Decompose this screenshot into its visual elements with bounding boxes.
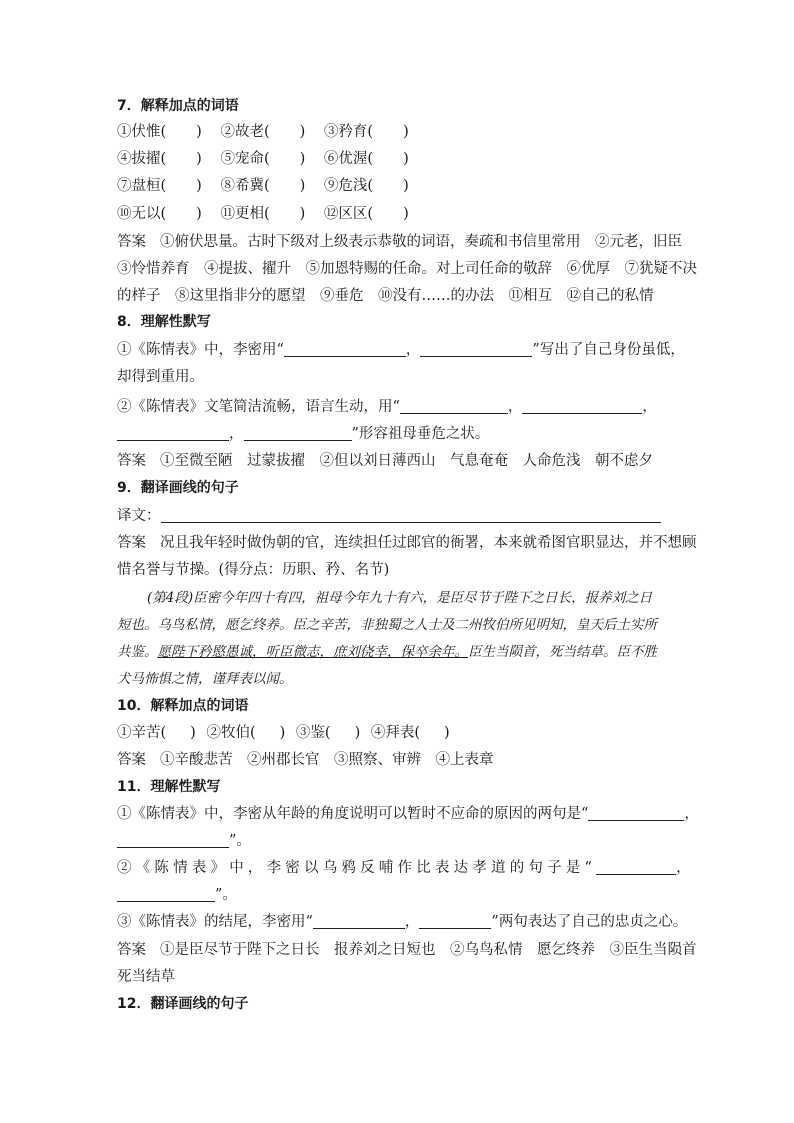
- q11-item-2-cont: ”。: [117, 885, 237, 905]
- q7-item: ⑫区区( ): [323, 206, 409, 222]
- q7-item: ⑦盘桓( ): [117, 178, 202, 194]
- fill-blank[interactable]: [419, 912, 491, 929]
- fill-blank[interactable]: [117, 831, 229, 848]
- question-11-title: 11．理解性默写: [117, 779, 221, 795]
- q7-item: ①伏惟( ): [117, 124, 202, 140]
- passage-line-2: 短也。乌鸟私情，愿乞终养。臣之辛苦，非独蜀之人士及二州牧伯所见明知，皇天后土实所: [117, 617, 657, 633]
- answer-label: 答案: [117, 535, 146, 551]
- fill-blank[interactable]: [588, 804, 684, 821]
- q7-item: ⑩无以( ): [117, 206, 202, 222]
- fill-blank[interactable]: [522, 397, 642, 414]
- q8-item-1-cont: 却得到重用。: [117, 369, 204, 385]
- q7-item: ⑧希冀( ): [220, 178, 306, 194]
- q7-item: ⑥优渥( ): [323, 151, 409, 167]
- answer-label: 答案: [117, 234, 146, 250]
- q9-answer-line-2: 惜名誉与节操。(得分点：历职、矜、名节): [117, 562, 390, 578]
- q11-item-3: ③《陈情表》的结尾，李密用“ ， ”两句表达了自己的忠贞之心。: [117, 914, 688, 930]
- q7-item: ③矜育( ): [323, 124, 409, 140]
- q7-answer-line-2: ③怜惜养育 ④提拔、擢升 ⑤加恩特赐的任命。对上司任命的敬辞 ⑥优厚 ⑦犹疑不决: [117, 261, 697, 277]
- question-8-title: 8．理解性默写: [117, 314, 211, 330]
- fill-blank[interactable]: [400, 397, 508, 414]
- answer-label: 答案: [117, 752, 146, 768]
- q11-item-1: ①《陈情表》中，李密从年龄的角度说明可以暂时不应命的原因的两句是“ ，: [117, 806, 699, 822]
- fill-blank[interactable]: [244, 424, 352, 441]
- underlined-sentence: 愿陛下矜愍愚诚，听臣微志，庶刘侥幸，保卒余年。: [157, 644, 468, 660]
- question-9-title: 9．翻译画线的句子: [117, 480, 239, 496]
- q11-item-2: ②《陈情表》中，李密以乌鸦反哺作比表达孝道的句子是“ ，: [117, 860, 695, 876]
- passage-line-3: 共鉴。愿陛下矜愍愚诚，听臣微志，庶刘侥幸，保卒余年。臣生当陨首，死当结草。臣不胜: [117, 644, 657, 660]
- q8-item-2-cont: ， ”形容祖母垂危之状。: [117, 424, 489, 444]
- q10-items: ①辛苦( ) ②牧伯( ) ③鉴( ) ④拜表( ): [117, 725, 450, 741]
- fill-blank[interactable]: [313, 912, 405, 929]
- answer-label: 答案: [117, 942, 146, 958]
- q8-answer: 答案 ①至微至陋 过蒙拔擢 ②但以刘日薄西山 气息奄奄 人命危浅 朝不虑夕: [117, 453, 653, 469]
- q11-answer-line-1: 答案 ①是臣尽节于陛下之日长 报养刘之日短也 ②乌鸟私情 愿乞终养 ③臣生当陨首: [117, 942, 697, 958]
- fill-blank[interactable]: [596, 858, 676, 875]
- fill-blank[interactable]: [117, 424, 229, 441]
- q7-answer-line-1: 答案 ①俯伏思量。古时下级对上级表示恭敬的词语，奏疏和书信里常用 ②元老，旧臣: [117, 234, 682, 250]
- question-12-title: 12．翻译画线的句子: [117, 996, 249, 1012]
- fill-blank[interactable]: [284, 340, 406, 357]
- fill-blank[interactable]: [420, 340, 532, 357]
- q10-answer: 答案 ①辛酸悲苦 ②州郡长官 ③照察、审辨 ④上表章: [117, 752, 494, 768]
- q11-item-1-cont: ”。: [117, 831, 251, 851]
- q11-answer-line-2: 死当结草: [117, 969, 175, 985]
- q7-item: ⑪更相( ): [220, 206, 306, 222]
- q7-row-1: [117, 122, 423, 142]
- q7-item: ⑤宠命( ): [220, 151, 306, 167]
- answer-label: 答案: [117, 453, 146, 469]
- q7-item: ⑨危浅( ): [323, 178, 409, 194]
- q9-translation: 译文：: [117, 506, 661, 526]
- q7-row-2: [117, 149, 423, 169]
- q9-answer-line-1: 答案 况且我年轻时做伪朝的官，连续担任过郎官的衙署，本来就希图官职显达，并不想顾: [117, 535, 697, 551]
- q7-row-3: [117, 176, 423, 196]
- fill-blank[interactable]: [117, 885, 215, 902]
- translation-blank[interactable]: [161, 506, 661, 523]
- q7-item: ④拔擢( ): [117, 151, 202, 167]
- q8-item-1: ①《陈情表》中，李密用“ ， ”写出了自己身份虽低，: [117, 342, 685, 358]
- passage-line-4: 犬马怖惧之情，谨拜表以闻。: [117, 671, 293, 687]
- q7-row-4: [117, 204, 423, 224]
- q8-item-2: ②《陈情表》文笔简洁流畅，语言生动，用“ ， ，: [117, 399, 657, 415]
- question-7-title: 7．解释加点的词语: [117, 98, 239, 114]
- passage-line-1: (第4段)臣密今年四十有四，祖母今年九十有六，是臣尽节于陛下之日长，报养刘之日: [147, 590, 653, 606]
- q7-answer-line-3: 的样子 ⑧这里指非分的愿望 ⑨垂危 ⑩没有……的办法 ⑪相互 ⑫自己的私情: [117, 288, 654, 304]
- question-10-title: 10．解释加点的词语: [117, 698, 249, 714]
- q7-item: ②故老( ): [220, 124, 306, 140]
